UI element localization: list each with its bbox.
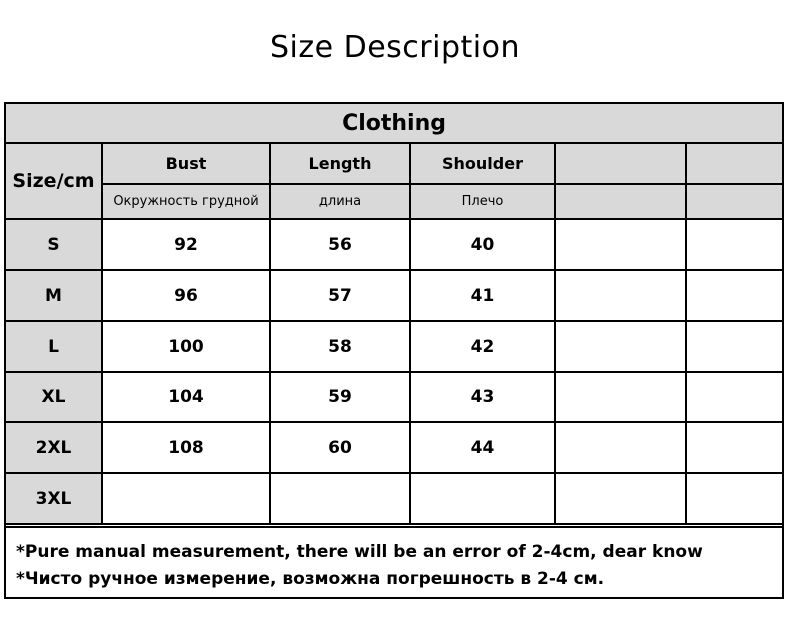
blank-value (686, 422, 782, 473)
blank-value (555, 321, 686, 372)
shoulder-header: Shoulder (410, 143, 555, 184)
size-label: S (6, 219, 102, 270)
table-row (6, 473, 782, 524)
blank-value (686, 321, 782, 372)
shoulder-value: 40 (410, 219, 555, 270)
blank-header-ru-2 (686, 184, 782, 219)
table-row (6, 422, 782, 473)
blank-value (555, 473, 686, 524)
clothing-header: Clothing (6, 104, 782, 143)
blank-header-ru-1 (555, 184, 686, 219)
blank-value (686, 219, 782, 270)
blank-header-2 (686, 143, 782, 184)
shoulder-value (410, 473, 555, 524)
shoulder-value: 42 (410, 321, 555, 372)
bust-value: 92 (102, 219, 270, 270)
blank-header-1 (555, 143, 686, 184)
table-row (6, 321, 782, 372)
blank-value (555, 372, 686, 422)
length-value: 58 (270, 321, 410, 372)
note-russian: *Чисто ручное измерение, возможна погрешность в 2-4 см. (16, 569, 605, 589)
blank-value (686, 270, 782, 321)
bust-value (102, 473, 270, 524)
shoulder-value: 43 (410, 372, 555, 422)
bust-value: 108 (102, 422, 270, 473)
blank-value (555, 422, 686, 473)
size-label: 2XL (6, 422, 102, 473)
table-row (6, 219, 782, 270)
size-label: L (6, 321, 102, 372)
size-column-header: Size/cm (6, 143, 102, 219)
size-label: 3XL (6, 473, 102, 524)
length-value: 59 (270, 372, 410, 422)
size-label: XL (6, 372, 102, 422)
size-chart (4, 102, 784, 599)
size-label: M (6, 270, 102, 321)
measurement-notes (6, 526, 782, 597)
bust-value: 96 (102, 270, 270, 321)
size-table (6, 104, 782, 525)
length-value (270, 473, 410, 524)
length-value: 57 (270, 270, 410, 321)
page-title: Size Description (270, 30, 520, 65)
bust-value: 100 (102, 321, 270, 372)
bust-header-ru: Окружность грудной (102, 184, 270, 219)
shoulder-value: 41 (410, 270, 555, 321)
table-row (6, 372, 782, 422)
shoulder-header-ru: Плечо (410, 184, 555, 219)
blank-value (555, 270, 686, 321)
length-header: Length (270, 143, 410, 184)
shoulder-value: 44 (410, 422, 555, 473)
bust-value: 104 (102, 372, 270, 422)
blank-value (686, 372, 782, 422)
length-value: 60 (270, 422, 410, 473)
blank-value (686, 473, 782, 524)
note-english: *Pure manual measurement, there will be an error of 2-4cm, dear know (16, 542, 703, 562)
length-header-ru: длина (270, 184, 410, 219)
length-value: 56 (270, 219, 410, 270)
bust-header: Bust (102, 143, 270, 184)
table-row (6, 270, 782, 321)
blank-value (555, 219, 686, 270)
